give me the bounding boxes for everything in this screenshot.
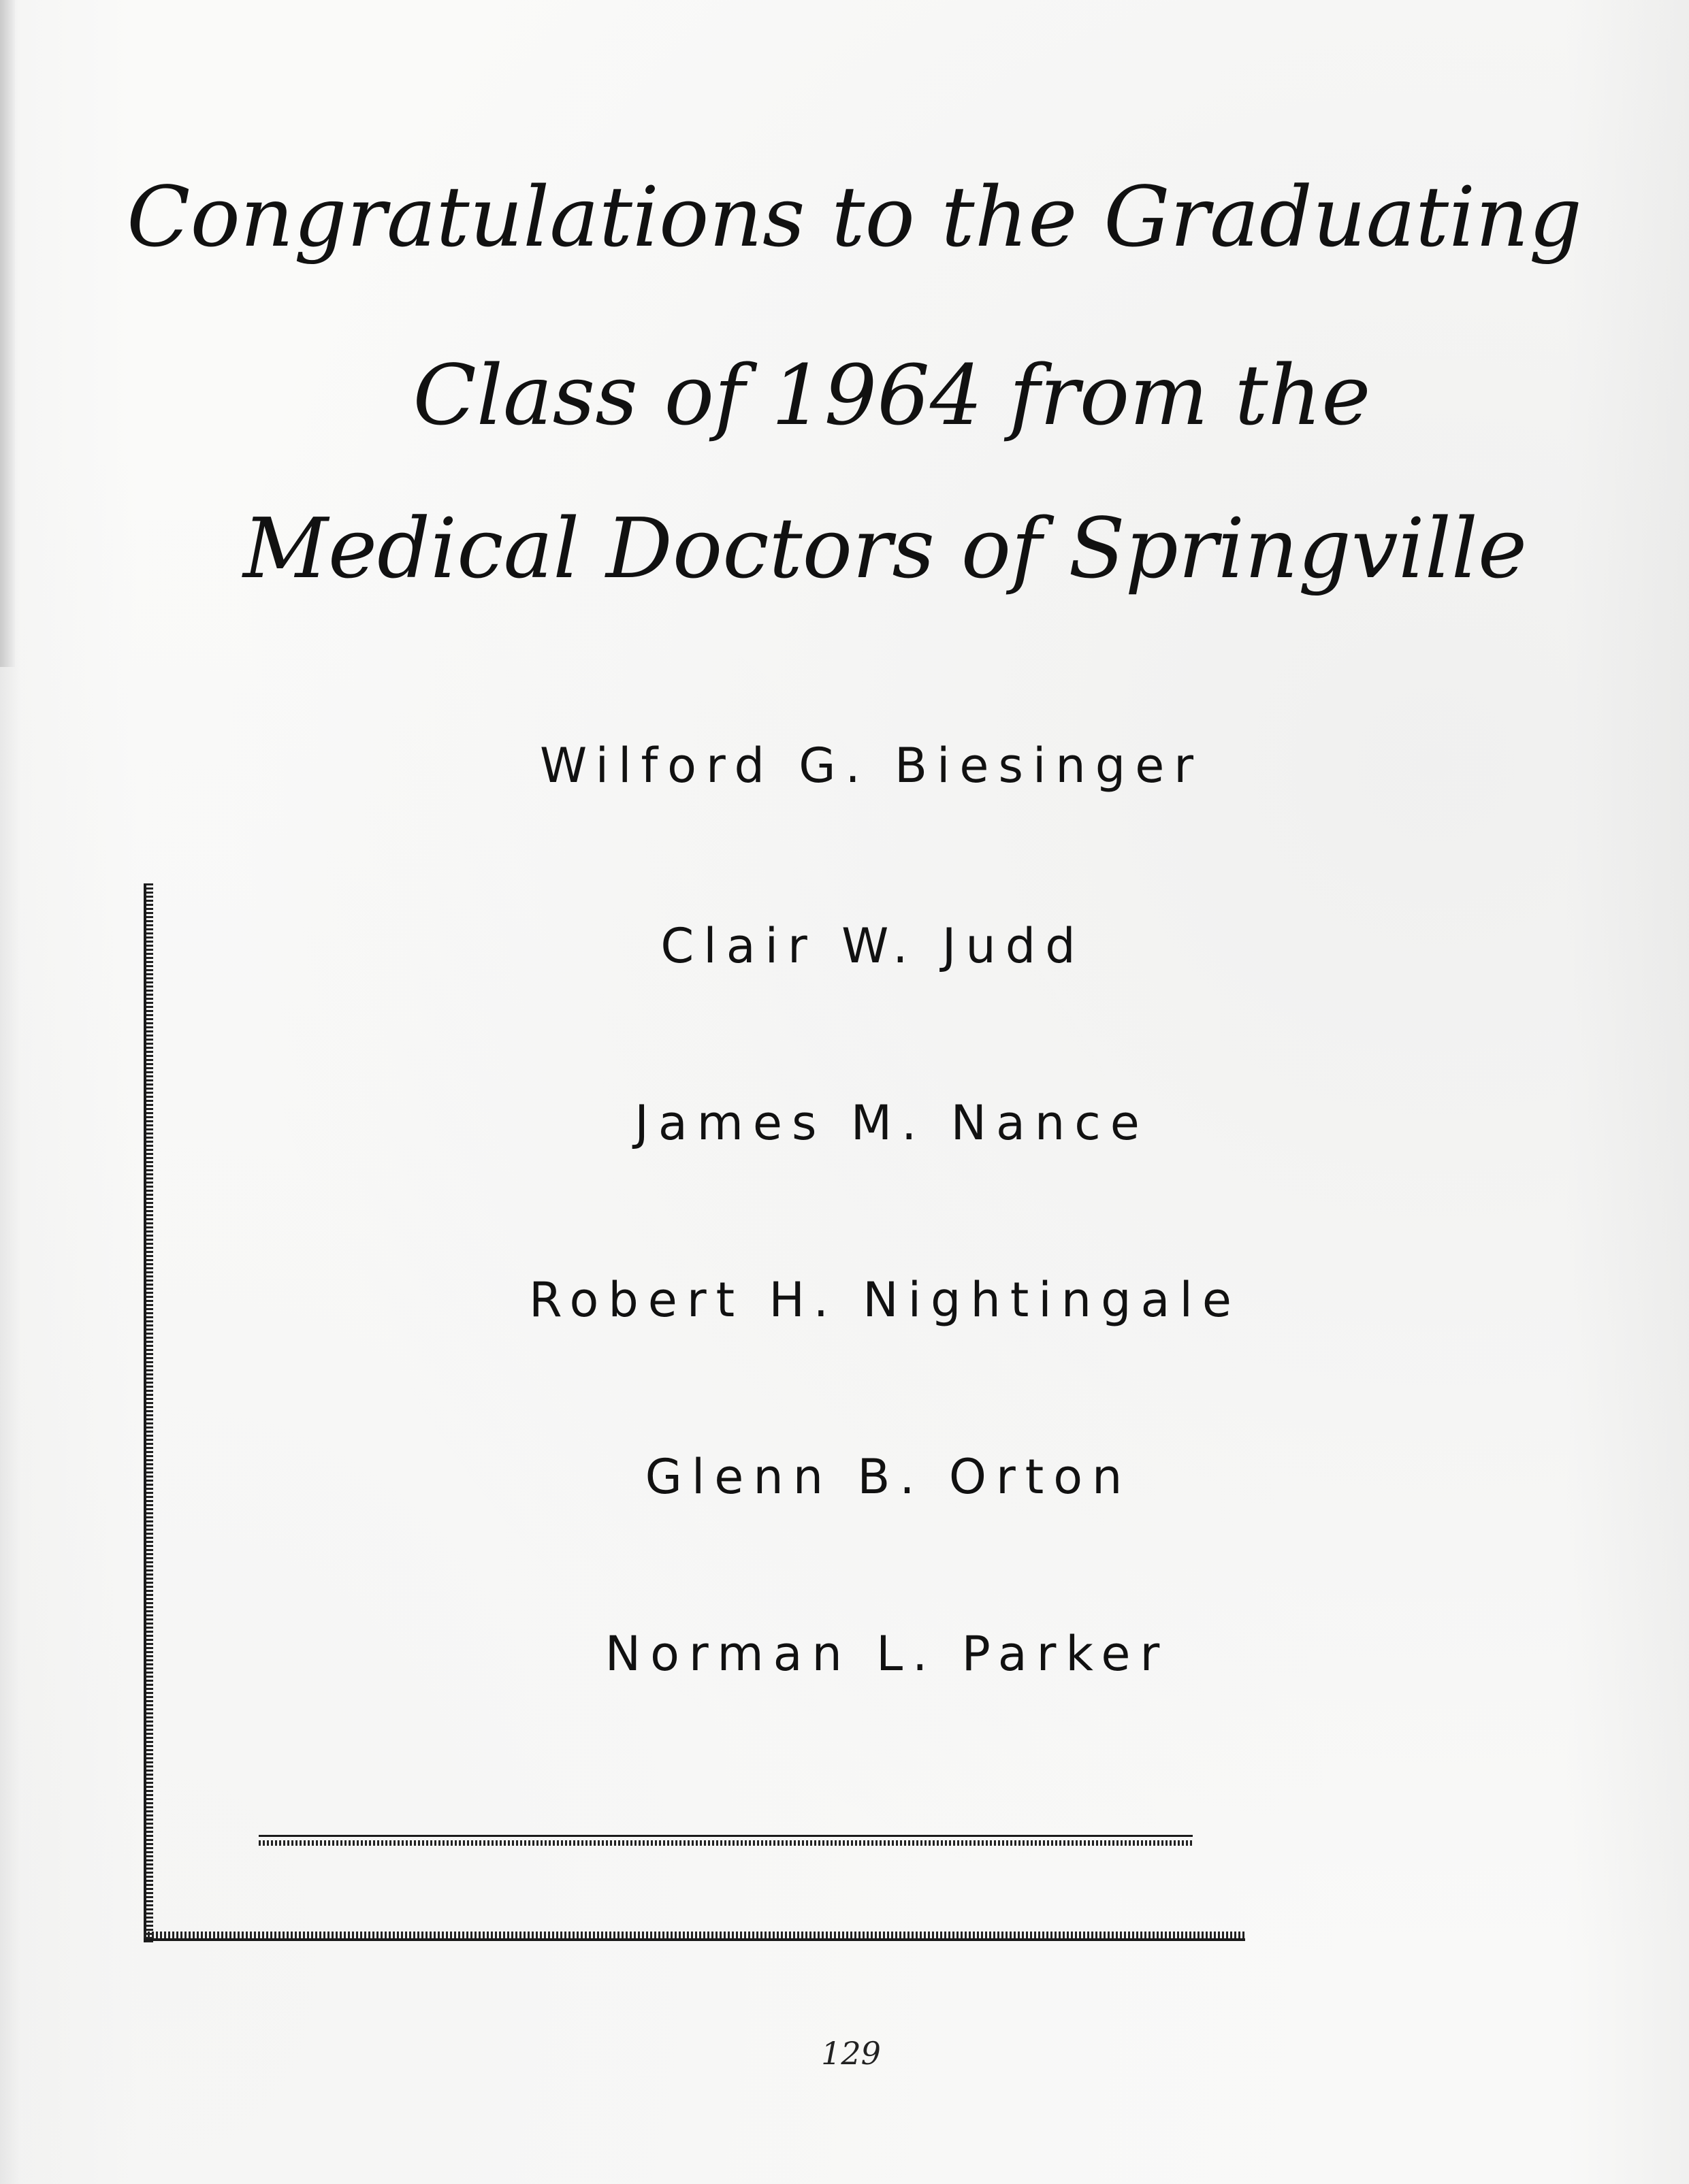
page-edge-shadow xyxy=(0,0,15,667)
headline-line-1-text: Congratulations to the Graduating xyxy=(127,169,1582,265)
headline-line-3-text: Medical Doctors of Springville xyxy=(242,500,1528,597)
bottom-decorative-border xyxy=(144,1932,1245,1941)
left-decorative-border xyxy=(144,883,153,1942)
page-number: 129 xyxy=(821,2035,881,2072)
headline-line-2-text: Class of 1964 from the xyxy=(413,347,1371,444)
inner-decorative-rule xyxy=(259,1835,1193,1846)
yearbook-page: Congratulations to the Graduating Class of 1964 from the Medical Doctors of Springville Wilford G. Biesinger Clair W. Judd James M. Nance Robert H. Nightingale Glenn B. Orton Norman L. Parker 129 xyxy=(0,0,1689,2184)
